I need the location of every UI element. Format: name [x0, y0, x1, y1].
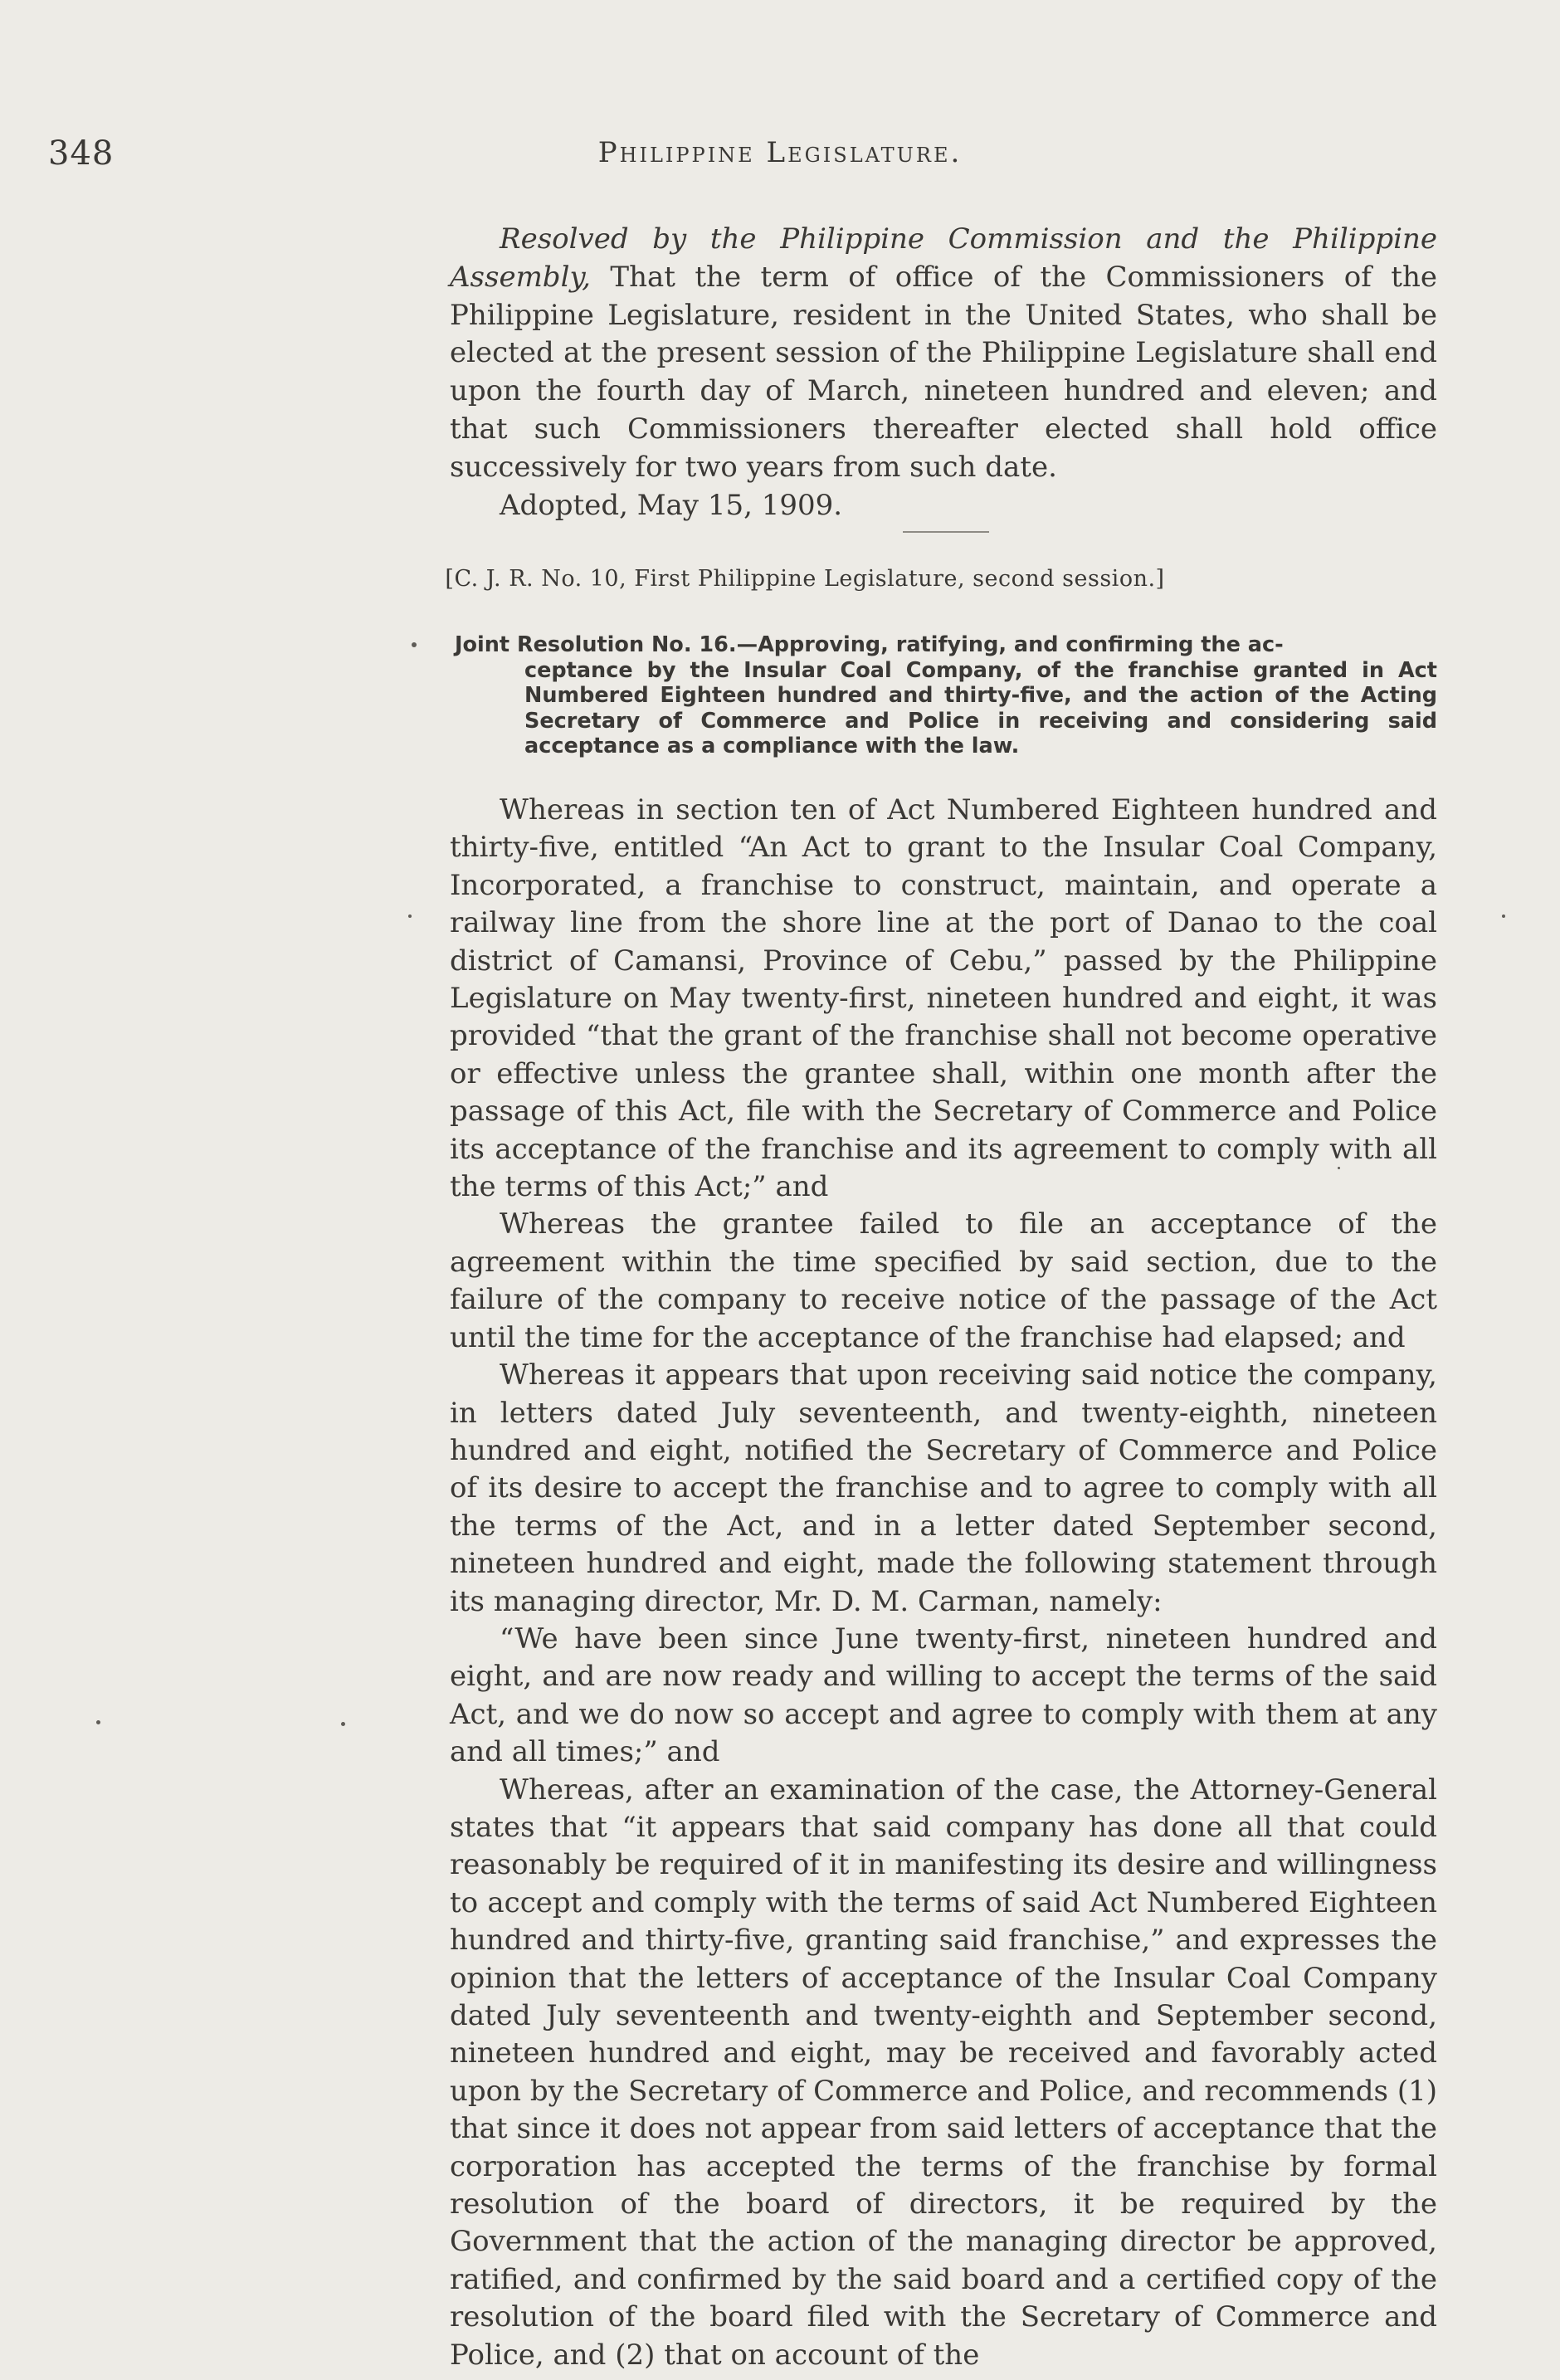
paragraph-whereas-1: Whereas in section ten of Act Numbered Eighteen hundred and thirty-five, entitled “An Act to grant to the Insular Coal Company, Incorporated, a franchise to construct, maintain, and operate a railway line from the shore line at the port of Danao to the coal district of Camansi, Province of Cebu,” passed by the Philippine Legislature on May twenty-first, nineteen hundred and eight, it was provided “that the grant of the franchise shall not become operative or effective unless the grantee shall, within one month after the passage of this Act, file with the Secretary of Commerce and Police its acceptance of the franchise and its agreement to comply with all the terms of this Act;” and: [450, 793, 1437, 1204]
running-head: Philippine Legislature.: [597, 136, 963, 169]
caption-first-line: Joint Resolution No. 16.—Approving, ratifying, and confirming the ac-: [455, 632, 1284, 657]
speck: [408, 914, 412, 918]
speck: [96, 1720, 100, 1724]
resolution-top-body: That the term of office of the Commissioners of the Philippine Legislature, resident in the United States, who shall be elected at the present session of the Philippine Legislature shall end upon the fourth day of March, nineteen hundred and eleven; and that such Commissioners thereafter elected shall hold office successively for two years from such date.: [450, 260, 1437, 484]
adopted-date: Adopted, May 15, 1909.: [500, 488, 843, 522]
speck: [1502, 914, 1505, 918]
resolution-top: [450, 221, 1437, 524]
paragraph-whereas-4: Whereas, after an examination of the case, the Attorney-General states that “it appears that said company has done all that could reasonably be required of it in manifesting its desire and willingness to accept and comply with the terms of said Act Numbered Eighteen hundred and thirty-five, granting said franchise,” and expresses the opinion that the letters of acceptance of the Insular Coal Company dated July seventeenth and twenty-eighth and September second, nineteen hundred and eight, may be received and favorably acted upon by the Secretary of Commerce and Police, and recommends (1) that since it does not appear from said letters of acceptance that the corporation has accepted the terms of the franchise by formal resolution of the board of directors, it be required by the Government that the action of the managing director be approved, ratified, and confirmed by the said board and a certified copy of the resolution of the board filed with the Secretary of Commerce and Police, and (2) that on account of the: [450, 1773, 1437, 2372]
section-divider: [903, 531, 989, 533]
speck: [341, 1722, 345, 1726]
resolution-top-text: [450, 221, 1437, 487]
source-note: [C. J. R. No. 10, First Philippine Legislature, second session.]: [445, 566, 1165, 592]
page-number: 348: [48, 134, 115, 173]
speck: [1338, 1167, 1340, 1169]
bullet-mark: [412, 642, 417, 647]
paragraph-quote: “We have been since June twenty-first, nineteen hundred and eight, and are now ready and willing to accept the terms of the said Act, and we do now so accept and agree to comply with them at any and all times;” and: [450, 1622, 1437, 1769]
paragraph-whereas-3: Whereas it appears that upon receiving said notice the company, in letters dated July seventeenth, and twenty-eighth, nineteen hundred and eight, notified the Secretary of Commerce and Police of its desire to accept the franchise and to agree to comply with all the terms of the Act, and in a letter dated September second, nineteen hundred and eight, made the following statement through its managing director, Mr. D. M. Carman, namely:: [450, 1358, 1437, 1618]
paragraph-whereas-2: Whereas the grantee failed to file an acceptance of the agreement within the time specified by said section, due to the failure of the company to receive notice of the passage of the Act until the time for the acceptance of the franchise had elapsed; and: [450, 1207, 1437, 1354]
resolution-caption: [455, 632, 1437, 759]
resolution-body: [450, 792, 1437, 2374]
enacting-clause: Resolved by the Philippine Commission and the Philippine Assembly,: [450, 222, 1437, 294]
caption-rest: ceptance by the Insular Coal Company, of the franchise granted in Act Numbered Eighteen hundred and thirty-five, and the action of the Acting Secretary of Commerce and Police in receiving and considering said acceptance as a compliance with the law.: [524, 657, 1437, 758]
